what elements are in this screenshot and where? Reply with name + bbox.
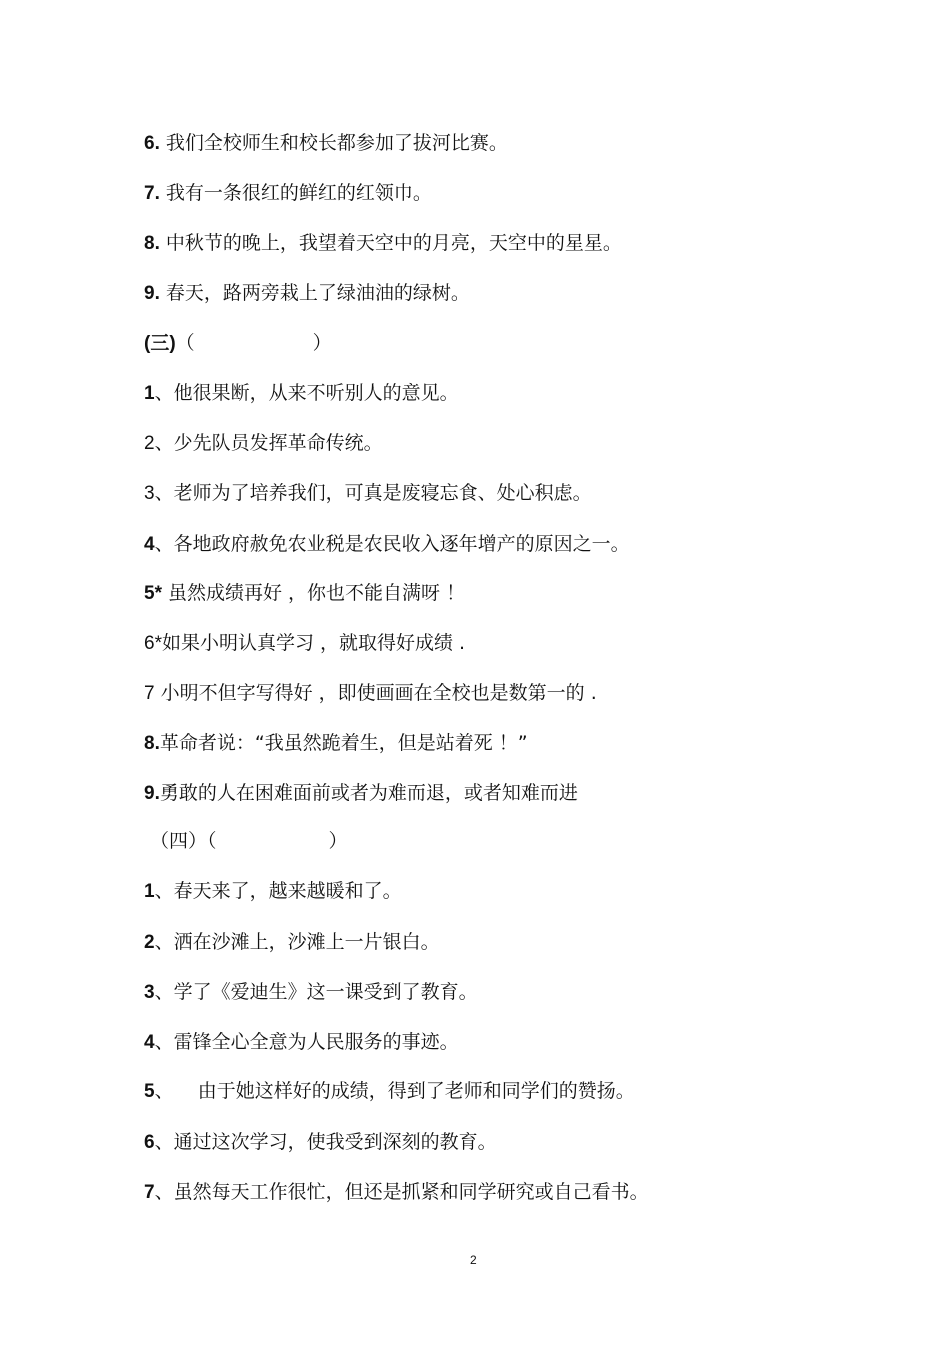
sentence-3-5 — [144, 581, 465, 606]
sentence-2-7 — [144, 181, 432, 206]
sentence-2-8 — [144, 231, 622, 256]
section-4-heading — [150, 829, 348, 853]
item-text: 、 由于她这样好的成绩，得到了老师和同学们的赞扬。 — [154, 1080, 635, 1102]
item-number: 6. — [144, 133, 160, 154]
sentence-4-6 — [144, 1130, 497, 1155]
item-number: 6 — [144, 1132, 155, 1153]
item-text: 、老师为了培养我们，可真是废寝忘食、处心积虑。 — [154, 482, 592, 504]
item-number: 7 — [144, 1182, 155, 1203]
item-text: 、雷锋全心全意为人民服务的事迹。 — [154, 1031, 459, 1053]
item-number: 5 — [144, 1081, 155, 1102]
sentence-3-9 — [144, 781, 578, 806]
item-number: 3 — [144, 483, 155, 504]
item-number: 7. — [144, 183, 160, 204]
item-number: 9. — [144, 283, 160, 304]
item-number: 9. — [144, 783, 160, 804]
item-number: 4 — [144, 534, 155, 555]
sentence-4-1 — [144, 879, 402, 904]
page-number: 2 — [470, 1253, 477, 1267]
sentence-3-7 — [144, 681, 597, 706]
item-number: 3 — [144, 982, 155, 1003]
item-text: 虽然成绩再好 ，你也不能自满呀 ！ — [161, 582, 466, 604]
item-number: 7 — [144, 683, 155, 704]
item-number: 1 — [144, 383, 155, 404]
item-text: 革命者说：“我虽然跪着生，但是站着死 ！” — [159, 732, 528, 754]
section-number: （四）（ — [150, 830, 217, 852]
sentence-3-8 — [144, 731, 528, 756]
item-number: 5* — [144, 583, 162, 604]
sentence-4-2 — [144, 930, 440, 955]
blank-close-paren: ） — [312, 332, 332, 354]
sentence-4-4 — [144, 1030, 459, 1055]
blank-close-paren: ） — [328, 830, 348, 852]
item-text: 、他很果断，从来不听别人的意见。 — [154, 382, 459, 404]
item-text: 勇敢的人在困难面前或者为难而退，或者知难而进 — [159, 782, 578, 804]
item-text: 我们全校师生和校长都参加了拔河比赛。 — [165, 132, 508, 154]
sentence-3-2 — [144, 431, 383, 456]
item-text: 、各地政府赦免农业税是农民收入逐年增产的原因之一。 — [154, 533, 630, 555]
item-number: 6* — [144, 633, 162, 654]
section-number: (三) — [144, 333, 176, 354]
item-text: 小明不但字写得好 ，即使画画在全校也是数第一的 . — [154, 682, 597, 704]
sentence-3-3 — [144, 481, 592, 506]
sentence-2-6 — [144, 131, 508, 156]
item-text: 、虽然每天工作很忙，但还是抓紧和同学研究或自己看书。 — [154, 1181, 649, 1203]
item-text: 、少先队员发挥革命传统。 — [154, 432, 383, 454]
item-text: 中秋节的晚上，我望着天空中的月亮，天空中的星星。 — [165, 232, 622, 254]
item-text: 、洒在沙滩上，沙滩上一片银白。 — [154, 931, 440, 953]
section-3-heading — [144, 331, 332, 356]
sentence-3-1 — [144, 381, 459, 406]
sentence-4-5 — [144, 1079, 635, 1104]
item-text: 春天，路两旁栽上了绿油油的绿树。 — [165, 282, 470, 304]
item-text: 如果小明认真学习 ，就取得好成绩 . — [161, 632, 466, 654]
item-number: 1 — [144, 881, 155, 902]
blank-open-paren: （ — [175, 332, 195, 354]
item-number: 4 — [144, 1032, 155, 1053]
item-number: 2 — [144, 433, 155, 454]
item-number: 8. — [144, 733, 160, 754]
sentence-4-7 — [144, 1180, 649, 1205]
item-text: 我有一条很红的鲜红的红领巾。 — [165, 182, 432, 204]
item-number: 2 — [144, 932, 155, 953]
sentence-2-9 — [144, 281, 470, 306]
sentence-3-4 — [144, 532, 630, 557]
item-text: 、通过这次学习，使我受到深刻的教育。 — [154, 1131, 497, 1153]
item-text: 、春天来了，越来越暖和了。 — [154, 880, 402, 902]
item-text: 、学了《爱迪生》这一课受到了教育。 — [154, 981, 478, 1003]
sentence-3-6 — [144, 631, 465, 656]
sentence-4-3 — [144, 980, 478, 1005]
item-number: 8. — [144, 233, 160, 254]
